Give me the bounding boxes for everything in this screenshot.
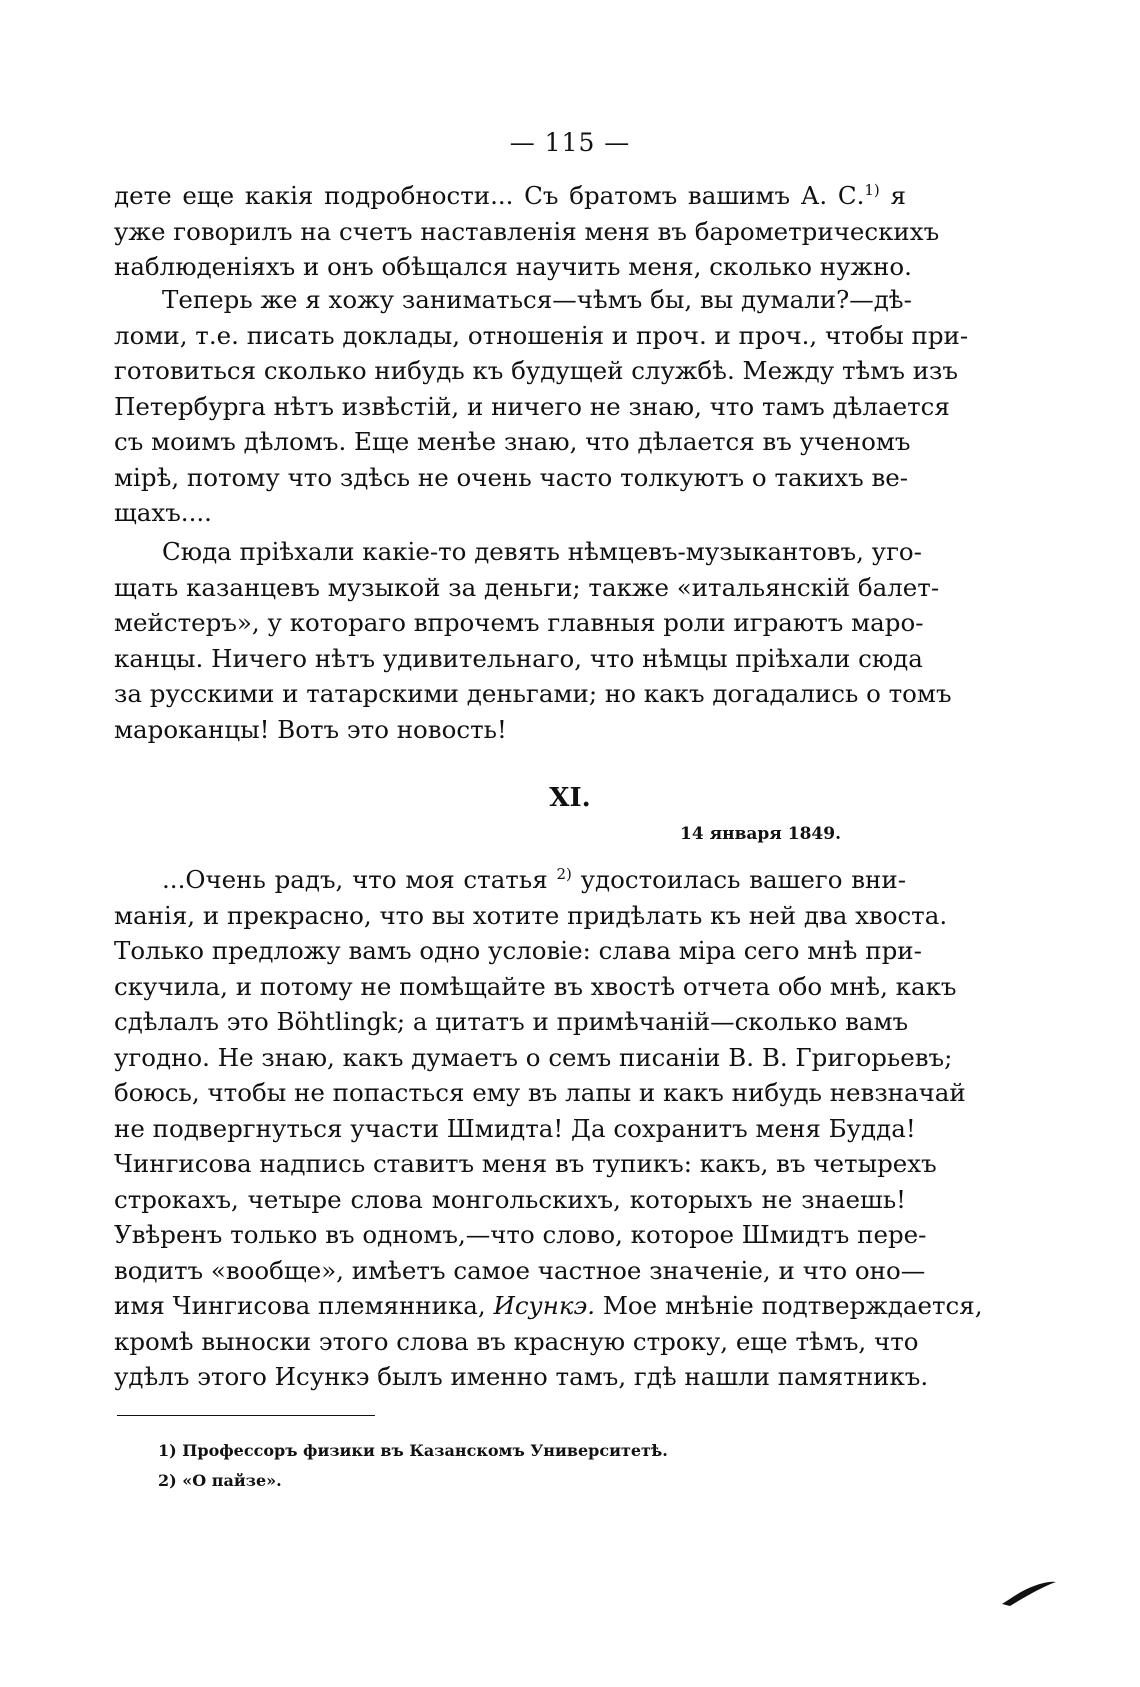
paragraph-2-line-4: Петербурга нѣтъ извѣстій, и ничего не знаю, что тамъ дѣлается xyxy=(114,391,950,421)
paragraph-1-line-3: наблюденіяхъ и онъ обѣщался научить меня, сколько нужно. xyxy=(114,252,912,281)
paragraph-3 xyxy=(114,534,952,747)
paragraph-2-line-5: съ моимъ дѣломъ. Еще менѣе знаю, что дѣлается въ ученомъ xyxy=(114,427,911,456)
paragraph-4-line-11: Увѣренъ только въ одномъ,—что слово, которое Шмидтъ пере- xyxy=(114,1220,927,1249)
paragraph-2-line-2: ломи, т.е. писать доклады, отношенія и проч. и проч., чтобы при- xyxy=(114,320,969,350)
paragraph-4-line-10: строкахъ, четыре слова монгольскихъ, которыхъ не знаешь! xyxy=(114,1184,906,1214)
paragraph-3-line-4: канцы. Ничего нѣтъ удивительнаго, что нѣмцы пріѣхали сюда xyxy=(114,643,923,673)
paragraph-4-line-3: Только предложу вамъ одно условіе: слава міра сего мнѣ при- xyxy=(114,936,922,965)
paragraph-4-line-2: манія, и прекрасно, что вы хотите придѣлать къ ней два хвоста. xyxy=(114,900,948,930)
paragraph-4-line-15: удѣлъ этого Исункэ былъ именно тамъ, гдѣ нашли памятникъ. xyxy=(114,1362,929,1391)
paragraph-3-line-1: Сюда пріѣхали какіе-то девять нѣмцевъ-музыкантовъ, уго- xyxy=(162,537,922,566)
paragraph-3-line-5: за русскими и татарскими деньгами; но какъ догадались о томъ xyxy=(114,679,952,708)
paragraph-2-line-1: Теперь же я хожу заниматься—чѣмъ бы, вы думали?—дѣ- xyxy=(162,285,912,314)
paragraph-4-line-1: ...Очень радъ, что моя статья $^{2)}$ удостоилась вашего вни- xyxy=(162,864,906,894)
footnotes xyxy=(158,1436,668,1496)
paragraph-4-line-14: кромѣ выноски этого слова въ красную строку, еще тѣмъ, что xyxy=(114,1326,919,1356)
paragraph-4-line-9: Чингисова надпись ставитъ меня въ тупикъ: какъ, въ четырехъ xyxy=(114,1149,937,1178)
page-number: — 115 — xyxy=(509,128,631,157)
paragraph-4-line-13: имя Чингисова племянника, Исункэ. Мое мнѣніе подтверждается, xyxy=(114,1291,983,1320)
paragraph-2-line-7: щахъ.... xyxy=(114,498,212,527)
footnote-ref-2: 2) xyxy=(556,864,572,883)
paragraph-2-line-3: готовиться сколько нибудь къ будущей службѣ. Между тѣмъ изъ xyxy=(114,356,958,385)
footnote-1: 1) Профессоръ физики въ Казанскомъ Университетѣ. xyxy=(158,1441,668,1460)
paragraph-4-line-4: скучила, и потому не помѣщайте въ хвостѣ отчета обо мнѣ, какъ xyxy=(114,971,957,1001)
paragraph-4-line-12: водитъ «вообще», имѣетъ самое частное значеніе, и что оно— xyxy=(114,1255,926,1285)
paragraph-4-line-6: угодно. Не знаю, какъ думаетъ о семъ писаніи В. В. Григорьевъ; xyxy=(114,1042,953,1072)
footnote-2: 2) «О пайзе». xyxy=(158,1471,282,1490)
footnote-divider xyxy=(117,1415,375,1416)
paragraph-4-line-7: боюсь, чтобы не попасться ему въ лапы и какъ нибудь невзначай xyxy=(114,1078,966,1107)
paragraph-2 xyxy=(114,282,969,531)
italic-name: Исункэ. xyxy=(493,1291,596,1320)
letter-date: 14 января 1849. xyxy=(680,824,842,844)
section-heading: XI. xyxy=(549,783,591,813)
paragraph-4-line-5: сдѣлалъ это Böhtlingk; а цитатъ и примѣчаній—сколько вамъ xyxy=(114,1007,909,1036)
ink-stroke-icon xyxy=(1000,1578,1058,1612)
paragraph-1 xyxy=(114,178,940,285)
paragraph-2-line-6: мірѣ, потому что здѣсь не очень часто толкуютъ о такихъ ве- xyxy=(114,462,909,492)
paragraph-3-line-2: щать казанцевъ музыкой за деньги; также «итальянскій балет- xyxy=(114,572,940,602)
paragraph-4-line-8: не подвергнуться участи Шмидта! Да сохранитъ меня Будда! xyxy=(114,1113,916,1143)
paragraph-3-line-3: мейстеръ», у котораго впрочемъ главныя роли играютъ маро- xyxy=(114,608,924,637)
paragraph-1-line-2: уже говорилъ на счетъ наставленія меня въ барометрическихъ xyxy=(114,216,940,246)
paragraph-1-line-1: дете еще какія подробности... Съ братомъ вашимъ А. С.$^{1)}$ я xyxy=(114,180,906,210)
paragraph-3-line-6: мароканцы! Вотъ это новость! xyxy=(114,714,507,744)
paragraph-4 xyxy=(114,862,983,1395)
footnote-ref-1: 1) xyxy=(864,180,880,199)
